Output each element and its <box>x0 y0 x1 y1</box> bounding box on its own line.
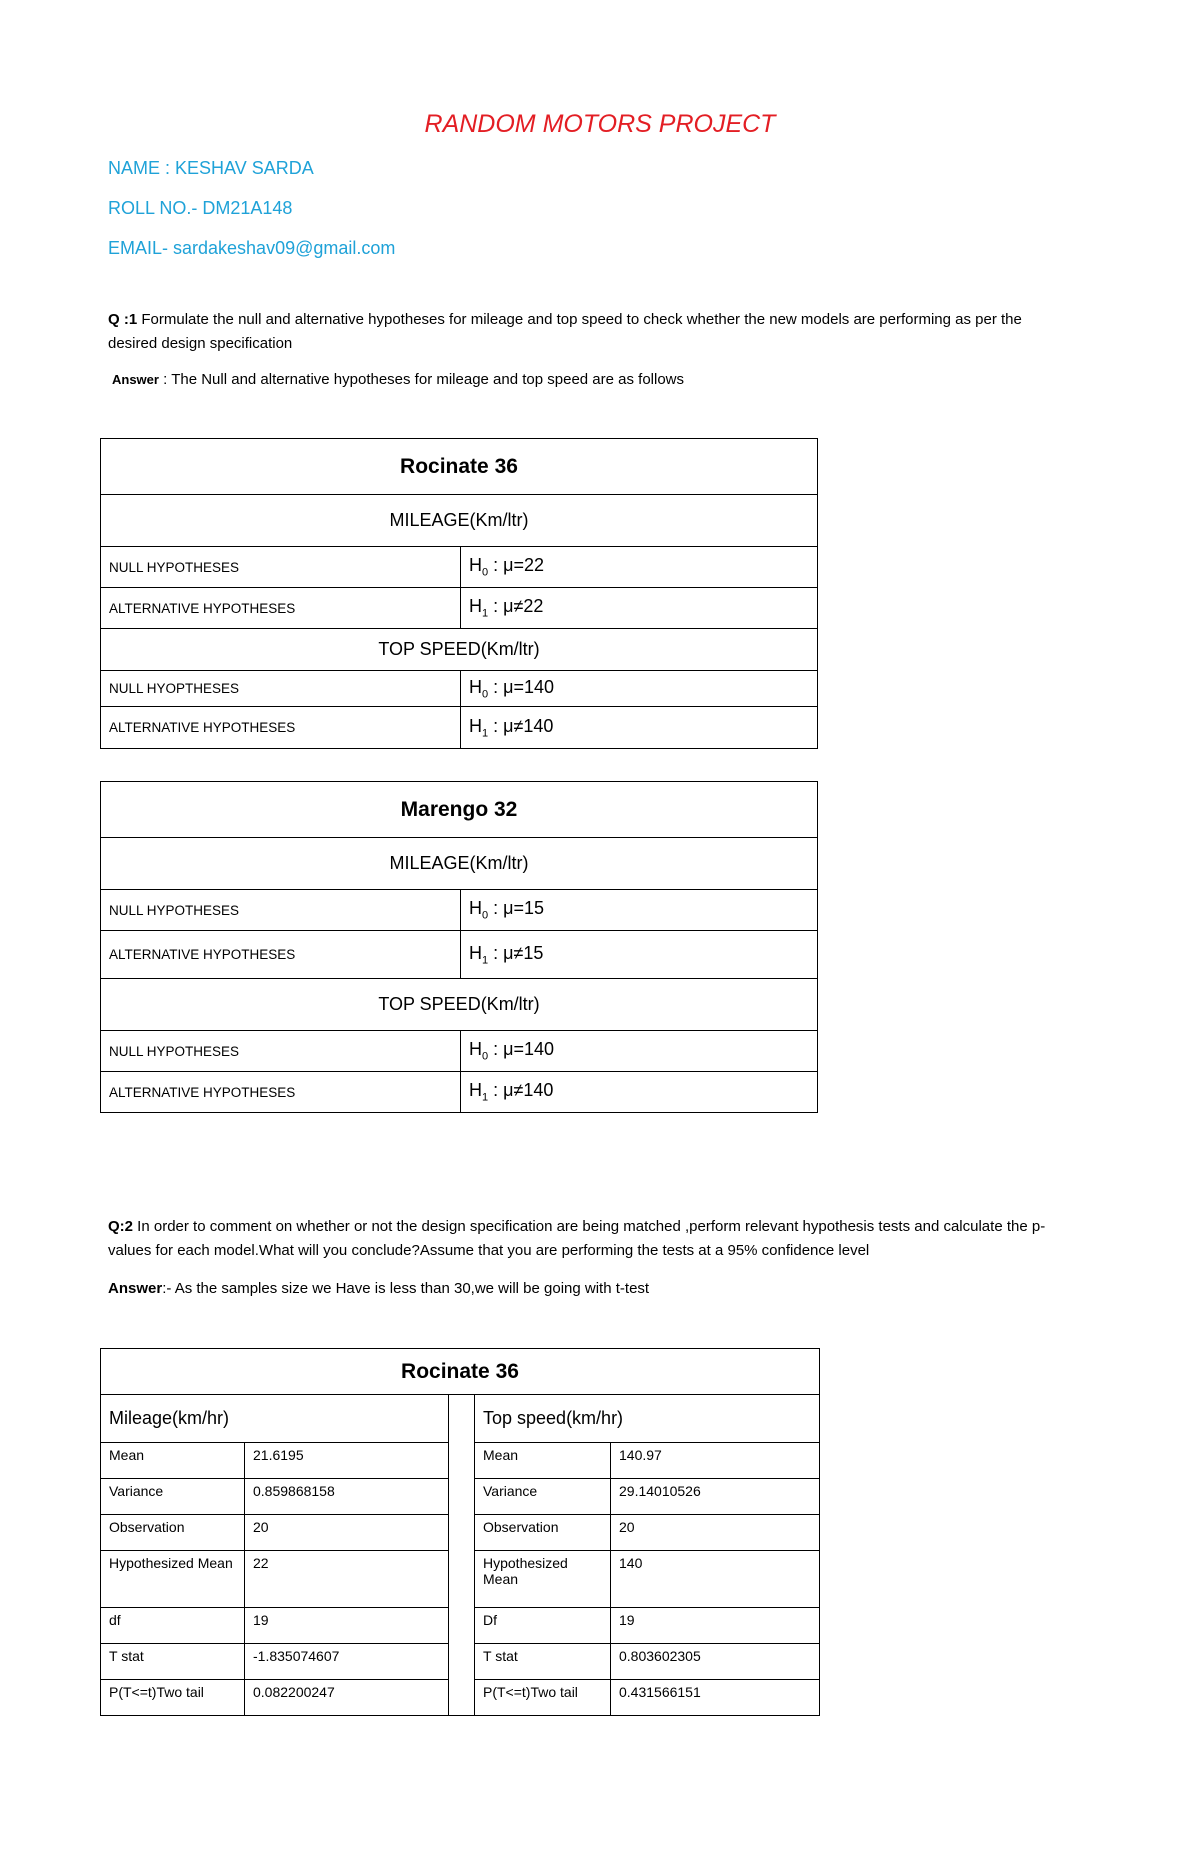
email: EMAIL- sardakeshav09@gmail.com <box>108 238 396 258</box>
alt-hypothesis-label: ALTERNATIVE HYPOTHESES <box>101 707 461 749</box>
stat-label: df <box>101 1608 245 1644</box>
question-1 <box>108 308 1068 356</box>
hypothesis-table-rocinate <box>100 438 818 749</box>
answer-1-text: : The Null and alternative hypotheses for mileage and top speed are as follows <box>163 371 685 388</box>
stat-value: 0.431566151 <box>611 1680 820 1716</box>
alt-hypothesis-label: ALTERNATIVE HYPOTHESES <box>101 931 461 979</box>
answer-2-label: Answer <box>108 1280 163 1297</box>
stat-label: P(T<=t)Two tail <box>475 1680 611 1716</box>
answer-1 <box>112 368 1072 392</box>
null-hypothesis-label: NULL HYPOTHESES <box>101 547 461 588</box>
stat-label: Mean <box>475 1443 611 1479</box>
stat-label: Variance <box>101 1479 245 1515</box>
stat-label: Observation <box>101 1515 245 1551</box>
question-2 <box>108 1215 1068 1263</box>
page-title: RANDOM MOTORS PROJECT <box>424 110 776 138</box>
alt-hypothesis-value: $H_1$ : μ≠22 <box>461 588 818 629</box>
answer-2 <box>108 1277 1068 1301</box>
table-title: Rocinate 36 <box>101 1349 820 1395</box>
stat-value: 0.859868158 <box>245 1479 449 1515</box>
stat-label: T stat <box>101 1644 245 1680</box>
mileage-header: MILEAGE(Km/ltr) <box>101 495 818 547</box>
null-hypothesis-label: NULL HYPOTHESES <box>101 1031 461 1072</box>
null-hypothesis-value: $H_0$ : μ=140 <box>461 1031 818 1072</box>
table-row <box>101 890 818 931</box>
null-hypothesis-value: $H_0$ : μ=15 <box>461 890 818 931</box>
top-speed-header: TOP SPEED(Km/ltr) <box>101 629 818 671</box>
null-hypothesis-value: $H_0$ : μ=140 <box>461 671 818 707</box>
stat-value: 19 <box>245 1608 449 1644</box>
stat-value: 29.14010526 <box>611 1479 820 1515</box>
stat-value: 140.97 <box>611 1443 820 1479</box>
stat-label: Df <box>475 1608 611 1644</box>
null-hypothesis-label: NULL HYPOTHESES <box>101 890 461 931</box>
student-name: NAME : KESHAV SARDA <box>108 158 314 178</box>
stat-value: -1.835074607 <box>245 1644 449 1680</box>
stat-label: Observation <box>475 1515 611 1551</box>
stat-label: Variance <box>475 1479 611 1515</box>
stat-value: 0.803602305 <box>611 1644 820 1680</box>
table-row <box>101 1072 818 1113</box>
alt-hypothesis-value: $H_1$ : μ≠15 <box>461 931 818 979</box>
stat-label: Mean <box>101 1443 245 1479</box>
null-hypothesis-label: NULL HYOPTHESES <box>101 671 461 707</box>
stat-value: 0.082200247 <box>245 1680 449 1716</box>
answer-1-label: Answer <box>112 372 159 387</box>
stat-value: 140 <box>611 1551 820 1608</box>
alt-hypothesis-label: ALTERNATIVE HYPOTHESES <box>101 588 461 629</box>
hypothesis-table-marengo <box>100 781 818 1113</box>
alt-hypothesis-label: ALTERNATIVE HYPOTHESES <box>101 1072 461 1113</box>
table-row <box>101 1031 818 1072</box>
question-1-text: Formulate the null and alternative hypotheses for mileage and top speed to check whether the new models are performing as per the desired design specification <box>108 311 1022 352</box>
table-title: Rocinate 36 <box>101 439 818 495</box>
table-row <box>101 671 818 707</box>
stat-value: 20 <box>611 1515 820 1551</box>
answer-2-text: :- As the samples size we Have is less than 30,we will be going with t-test <box>162 1280 650 1297</box>
question-1-label: Q :1 <box>108 311 138 328</box>
stat-label: T stat <box>475 1644 611 1680</box>
roll-number: ROLL NO.- DM21A148 <box>108 198 293 218</box>
alt-hypothesis-value: $H_1$ : μ≠140 <box>461 1072 818 1113</box>
stat-value: 20 <box>245 1515 449 1551</box>
stat-value: 22 <box>245 1551 449 1608</box>
stat-label: P(T<=t)Two tail <box>101 1680 245 1716</box>
question-2-text: In order to comment on whether or not the design specification are being matched ,perform relevant hypothesis tests and calculate the p-values for each model.What will you conclude?Assume that you are performing the tests at a 95% confidence level <box>108 1218 1046 1259</box>
column-divider <box>449 1395 475 1716</box>
table-title: Marengo 32 <box>101 782 818 838</box>
stat-label: Hypothesized Mean <box>101 1551 245 1608</box>
table-row <box>101 547 818 588</box>
mileage-column-header: Mileage(km/hr) <box>101 1395 449 1443</box>
stat-label: Hypothesized Mean <box>475 1551 611 1608</box>
t-test-table-rocinate <box>100 1348 820 1716</box>
null-hypothesis-value: $H_0$ : μ=22 <box>461 547 818 588</box>
top-speed-column-header: Top speed(km/hr) <box>475 1395 820 1443</box>
table-row <box>101 931 818 979</box>
stat-value: 21.6195 <box>245 1443 449 1479</box>
top-speed-header: TOP SPEED(Km/ltr) <box>101 979 818 1031</box>
alt-hypothesis-value: $H_1$ : μ≠140 <box>461 707 818 749</box>
table-row <box>101 588 818 629</box>
question-2-label: Q:2 <box>108 1218 134 1235</box>
table-row <box>101 707 818 749</box>
mileage-header: MILEAGE(Km/ltr) <box>101 838 818 890</box>
stat-value: 19 <box>611 1608 820 1644</box>
